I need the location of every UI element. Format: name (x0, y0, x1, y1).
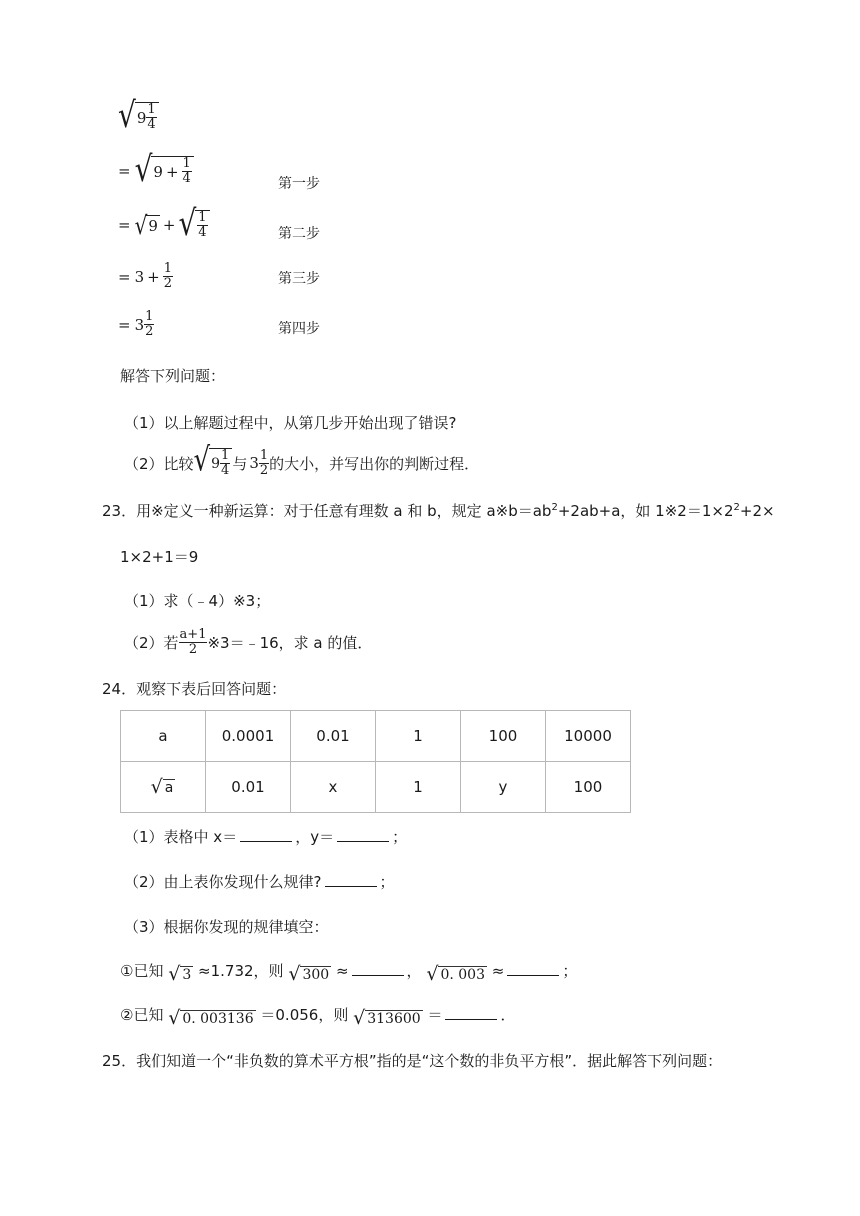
q24-part-1: （1）表格中 x＝ ，y＝ ； (124, 828, 408, 846)
answer-blank[interactable] (325, 885, 377, 887)
q23-line-1: 23．用※定义一种新运算：对于任意有理数 a 和 b，规定 $a※b=ab^2+2ab+a$，如 $1※2=1\times 2^2+2\times$ (102, 502, 775, 520)
table-cell: x (291, 762, 376, 813)
answer-blank[interactable] (445, 1018, 497, 1020)
figure-line-3: = √ 9 + √ $\frac{1}{4}$ (118, 210, 210, 241)
table-cell: a (121, 711, 206, 762)
data-table (120, 710, 631, 813)
q22-part-2: （2）比较 √ 9 $\frac{1}{4}$ 与 3 $\frac{1}{2}$ 的大小，并写出你的判断过程． (124, 441, 480, 480)
answer-blank[interactable] (337, 840, 389, 842)
q22-prompt: 解答下列问题： (120, 367, 226, 385)
table-cell: 0.01 (206, 762, 291, 813)
table-cell: 100 (461, 711, 546, 762)
table-cell: 0.0001 (206, 711, 291, 762)
table-row (121, 711, 631, 762)
answer-blank[interactable] (240, 840, 292, 842)
step-1-label: 第一步 (278, 176, 320, 192)
table-cell: y (461, 762, 546, 813)
figure-line-2: = √ 9 + $\frac{1}{4}$ (118, 156, 194, 187)
answer-blank[interactable] (352, 974, 404, 976)
step-3-label: 第三步 (278, 271, 320, 287)
q24-fill-1: ①已知 √ 3 ≈1.732，则 √ 300 ≈ ， √ 0. 003 ≈ ； (120, 962, 578, 985)
table-cell: 0.01 (291, 711, 376, 762)
table-row (121, 762, 631, 813)
figure-line-4: = 3 + $\frac{1}{2}$ (118, 261, 172, 292)
q23-line-2: 1×2+1＝9 (120, 548, 199, 566)
q23-part-2: （2）若 $\frac{a+1}{2}$ ※3＝﹣16，求 a 的值． (124, 627, 373, 658)
q24-title: 24．观察下表后回答问题： (102, 680, 287, 698)
q24-part-2: （2）由上表你发现什么规律? ； (124, 873, 395, 891)
figure-line-1: √ 9 $\frac{1}{4}$ (118, 102, 159, 133)
step-4-label: 第四步 (278, 321, 320, 337)
table-cell: 100 (546, 762, 631, 813)
q25-line: 25．我们知道一个“非负数的算术平方根”指的是“这个数的非负平方根”．据此解答下列问题： (102, 1052, 723, 1070)
q23-part-1: （1）求（﹣4）※3； (124, 592, 271, 610)
figure-line-5: = 3 $\frac{1}{2}$ (118, 309, 154, 340)
table-cell: 10000 (546, 711, 631, 762)
table-cell: 1 (376, 711, 461, 762)
step-2-label: 第二步 (278, 226, 320, 242)
q22-part-1: （1）以上解题过程中，从第几步开始出现了错误? (124, 414, 457, 432)
table-cell: 1 (376, 762, 461, 813)
table-cell-sqrt-a: √ a (121, 762, 206, 813)
q24-part-3: （3）根据你发现的规律填空： (124, 918, 329, 936)
q24-fill-2: ②已知 √ 0. 003136 ＝0.056，则 √ 313600 ＝ ． (120, 1006, 516, 1029)
solution-figure (118, 94, 328, 350)
answer-blank[interactable] (507, 974, 559, 976)
